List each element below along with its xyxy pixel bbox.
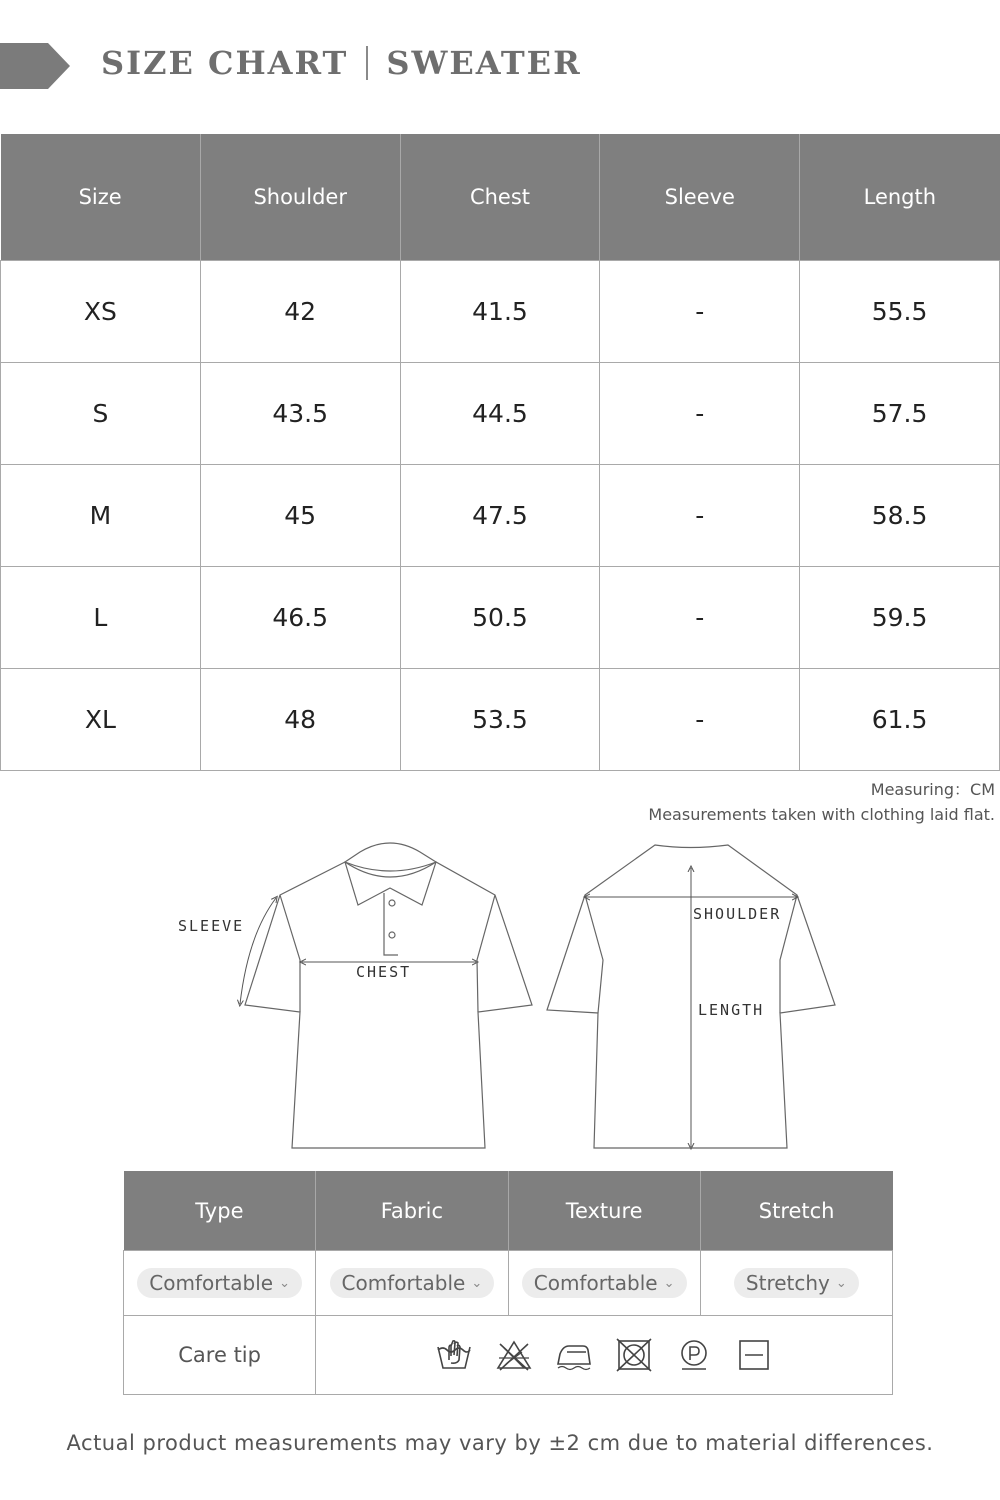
fabric-select[interactable] [330,1268,495,1298]
chevron-down-icon: ⌄ [279,1275,290,1291]
measuring-unit-note: Measuring：CM [870,780,995,799]
hand-wash-icon [435,1338,473,1372]
fabric-value: Comfortable [341,1271,466,1295]
no-tumble-dry-icon [615,1338,653,1372]
col-shoulder: Shoulder [200,134,400,261]
cell-shoulder: 46.5 [200,567,400,669]
col-length: Length [800,134,1000,261]
table-row [1,261,1000,363]
dry-flat-icon [735,1338,773,1372]
cell-size: XS [1,261,201,363]
cell-shoulder: 48 [200,669,400,771]
title-main: SIZE CHART [101,44,349,82]
cell-sleeve: - [600,669,800,771]
header [0,0,1000,134]
cell-shoulder: 42 [200,261,400,363]
measuring-method-note: Measurements taken with clothing laid flat. [648,805,995,824]
cell-shoulder: 45 [200,465,400,567]
table-row [1,669,1000,771]
shoulder-label: SHOULDER [693,905,782,923]
care-tip-row [124,1316,893,1395]
dry-clean-p-icon [675,1338,713,1372]
cell-size: XL [1,669,201,771]
care-tip-label: Care tip [124,1316,316,1395]
sleeve-label: SLEEVE [178,917,245,935]
cell-size: L [1,567,201,669]
title-divider [366,46,368,80]
cell-size: M [1,465,201,567]
stretch-value: Stretchy [745,1271,830,1295]
sleeve-measure-line [240,898,276,1004]
chest-label: CHEST [356,963,412,981]
cell-shoulder: 43.5 [200,363,400,465]
cell-chest: 50.5 [400,567,600,669]
cell-sleeve: - [600,465,800,567]
no-bleach-icon [495,1338,533,1372]
cell-length: 58.5 [800,465,1000,567]
col-chest: Chest [400,134,600,261]
cell-length: 61.5 [800,669,1000,771]
fabric-cell [316,1251,508,1316]
col-type: Type [124,1171,316,1251]
info-values-row [124,1251,893,1316]
title-sub: SWEATER [386,44,582,82]
cell-sleeve: - [600,567,800,669]
cell-sleeve: - [600,363,800,465]
chevron-down-icon: ⌄ [663,1275,675,1291]
cell-sleeve: - [600,261,800,363]
iron-low-icon [555,1338,593,1372]
cell-length: 55.5 [800,261,1000,363]
fabric-info-table [123,1171,893,1395]
front-collar [345,862,436,905]
page-title [101,44,582,82]
table-row [1,567,1000,669]
cell-length: 59.5 [800,567,1000,669]
size-table [0,134,1000,771]
cell-length: 57.5 [800,363,1000,465]
type-cell [124,1251,316,1316]
col-size: Size [1,134,201,261]
col-sleeve: Sleeve [600,134,800,261]
info-table-header [124,1171,893,1251]
care-icons [316,1338,892,1372]
measurement-disclaimer: Actual product measurements may vary by ±2 cm due to material differences. [66,1431,934,1455]
length-label: LENGTH [698,1001,765,1019]
col-stretch: Stretch [700,1171,892,1251]
texture-value: Comfortable [533,1271,658,1295]
garment-diagram [0,830,1000,1160]
header-arrow-icon [0,43,70,89]
table-row [1,363,1000,465]
chevron-down-icon: ⌄ [835,1275,847,1291]
chevron-down-icon: ⌄ [471,1275,483,1291]
stretch-cell [700,1251,892,1316]
cell-chest: 47.5 [400,465,600,567]
col-texture: Texture [508,1171,700,1251]
cell-chest: 44.5 [400,363,600,465]
type-value: Comfortable [149,1271,274,1295]
size-table-header [1,134,1000,261]
table-row [1,465,1000,567]
texture-cell [508,1251,700,1316]
type-select[interactable] [137,1268,302,1298]
care-icons-cell [316,1316,893,1395]
cell-chest: 41.5 [400,261,600,363]
col-fabric: Fabric [316,1171,508,1251]
cell-size: S [1,363,201,465]
stretch-select[interactable] [734,1268,859,1298]
texture-select[interactable] [522,1268,687,1298]
front-shirt-outline [245,862,532,1148]
cell-chest: 53.5 [400,669,600,771]
